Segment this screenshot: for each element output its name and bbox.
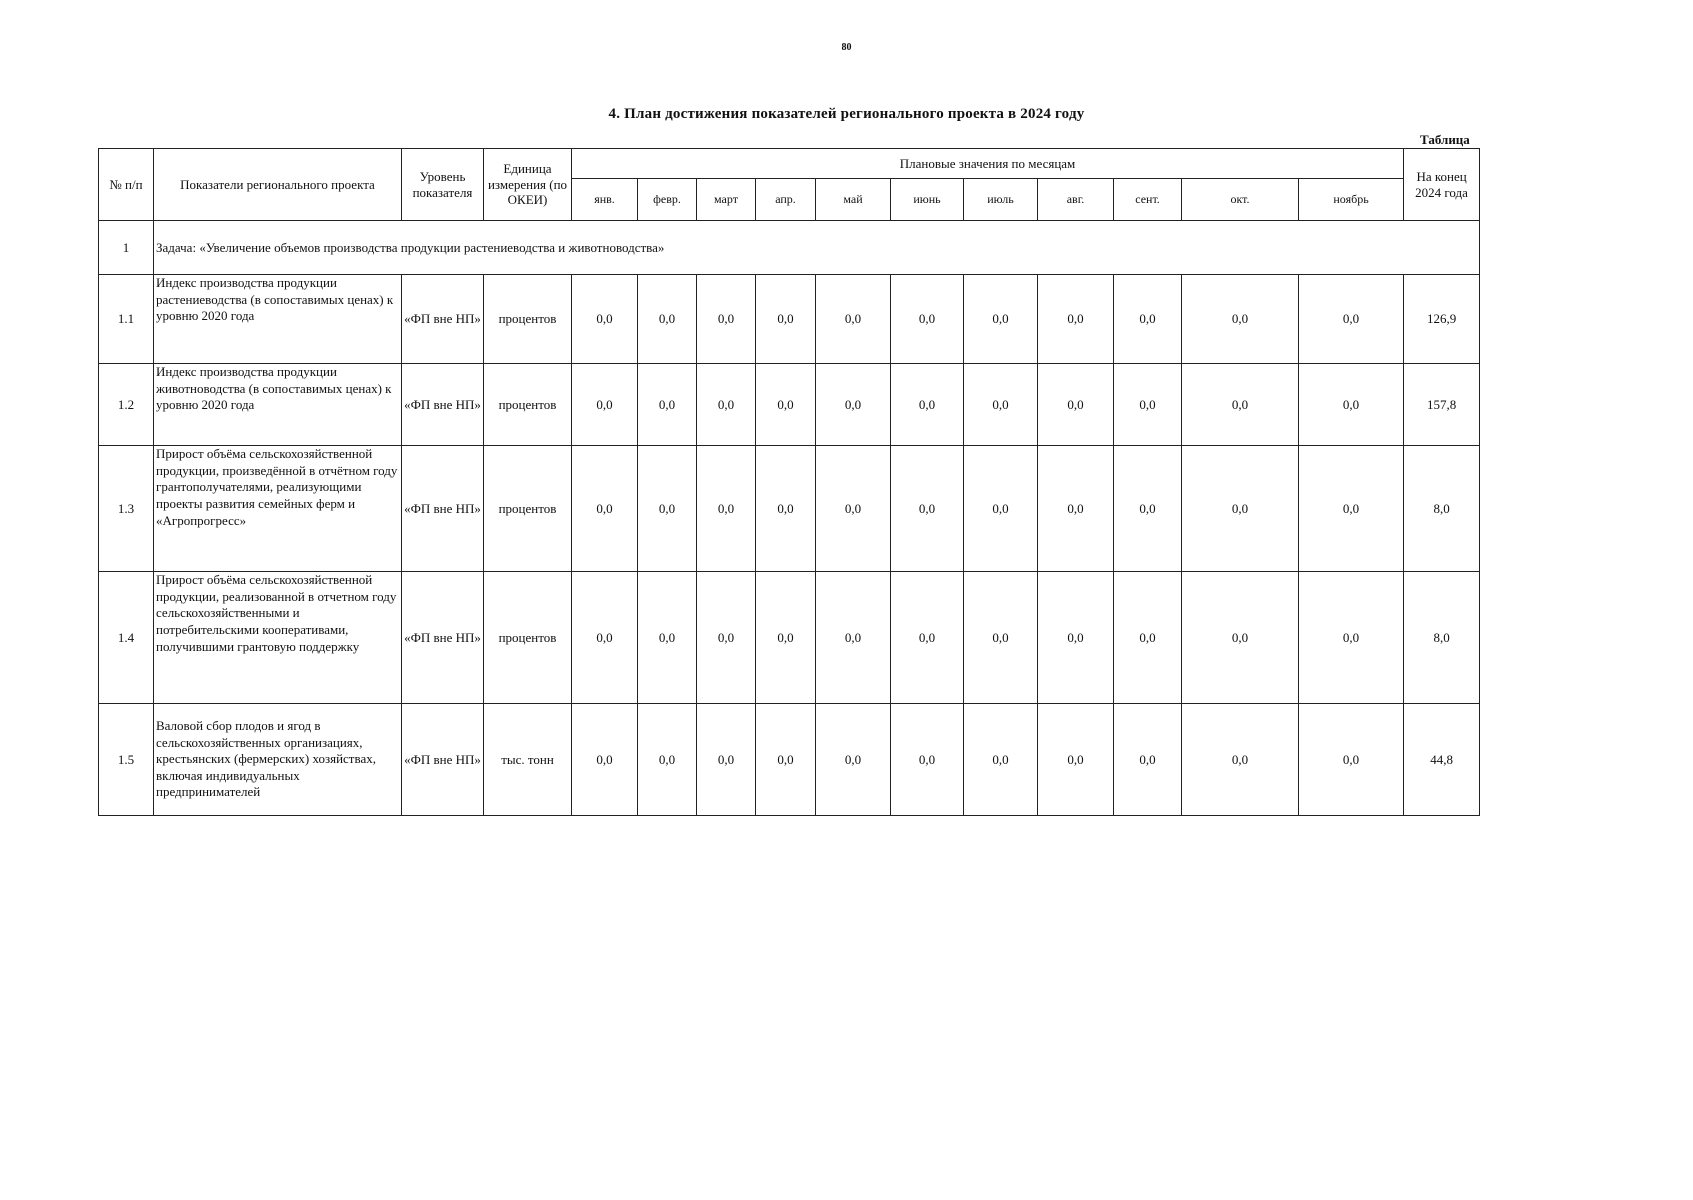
indicators-plan-table: [98, 148, 1480, 816]
row-month-value: 0,0: [891, 364, 964, 446]
row-num: 1.3: [99, 446, 154, 572]
row-month-value: 0,0: [638, 275, 697, 364]
header-month: авг.: [1038, 179, 1114, 221]
row-num: 1.4: [99, 572, 154, 704]
row-level: «ФП вне НП»: [402, 572, 484, 704]
row-unit: процентов: [484, 275, 572, 364]
row-level: «ФП вне НП»: [402, 275, 484, 364]
row-level: «ФП вне НП»: [402, 446, 484, 572]
row-month-value: 0,0: [816, 446, 891, 572]
header-level: Уровень показателя: [402, 149, 484, 221]
task-text: Задача: «Увеличение объемов производства продукции растениеводства и животноводства»: [154, 221, 1480, 275]
row-indicator: Прирост объёма сельскохозяйственной продукции, произведённой в отчётном году грантополучателями, реализующими проекты развития семейных ферм и «Агропрогресс»: [154, 446, 402, 572]
header-month: ноябрь: [1299, 179, 1404, 221]
header-num: № п/п: [99, 149, 154, 221]
row-month-value: 0,0: [572, 364, 638, 446]
row-month-value: 0,0: [572, 704, 638, 816]
row-month-value: 0,0: [1182, 275, 1299, 364]
row-month-value: 0,0: [572, 572, 638, 704]
row-month-value: 0,0: [1299, 704, 1404, 816]
row-month-value: 0,0: [964, 275, 1038, 364]
header-month: сент.: [1114, 179, 1182, 221]
row-month-value: 0,0: [697, 364, 756, 446]
row-month-value: 0,0: [756, 572, 816, 704]
header-month: окт.: [1182, 179, 1299, 221]
header-month: янв.: [572, 179, 638, 221]
row-month-value: 0,0: [1038, 572, 1114, 704]
row-month-value: 0,0: [1182, 704, 1299, 816]
row-month-value: 0,0: [1038, 275, 1114, 364]
row-month-value: 0,0: [697, 275, 756, 364]
row-month-value: 0,0: [891, 572, 964, 704]
row-month-value: 0,0: [964, 446, 1038, 572]
row-unit: процентов: [484, 446, 572, 572]
header-month: апр.: [756, 179, 816, 221]
row-month-value: 0,0: [697, 704, 756, 816]
row-month-value: 0,0: [1038, 704, 1114, 816]
row-month-value: 0,0: [816, 364, 891, 446]
row-month-value: 0,0: [816, 275, 891, 364]
header-month: июль: [964, 179, 1038, 221]
row-month-value: 0,0: [1114, 572, 1182, 704]
page-number: 80: [841, 42, 852, 53]
table-row: [99, 704, 1480, 816]
row-end-value: 126,9: [1404, 275, 1480, 364]
header-month: март: [697, 179, 756, 221]
row-unit: процентов: [484, 364, 572, 446]
row-month-value: 0,0: [638, 572, 697, 704]
row-month-value: 0,0: [572, 275, 638, 364]
row-month-value: 0,0: [1114, 704, 1182, 816]
row-num: 1.5: [99, 704, 154, 816]
row-month-value: 0,0: [964, 364, 1038, 446]
table-caption: Таблица: [1420, 132, 1470, 147]
row-num: 1.1: [99, 275, 154, 364]
row-month-value: 0,0: [756, 275, 816, 364]
row-month-value: 0,0: [1182, 364, 1299, 446]
row-month-value: 0,0: [891, 275, 964, 364]
header-month: май: [816, 179, 891, 221]
row-month-value: 0,0: [1114, 364, 1182, 446]
header-unit: Единица измерения (по ОКЕИ): [484, 149, 572, 221]
row-end-value: 8,0: [1404, 572, 1480, 704]
row-indicator: Индекс производства продукции животноводства (в сопоставимых ценах) к уровню 2020 года: [154, 364, 402, 446]
row-month-value: 0,0: [891, 704, 964, 816]
header-plan-by-months: Плановые значения по месяцам: [572, 149, 1404, 179]
row-unit: тыс. тонн: [484, 704, 572, 816]
row-month-value: 0,0: [697, 572, 756, 704]
row-month-value: 0,0: [964, 704, 1038, 816]
header-month: июнь: [891, 179, 964, 221]
row-month-value: 0,0: [697, 446, 756, 572]
row-end-value: 8,0: [1404, 446, 1480, 572]
row-level: «ФП вне НП»: [402, 364, 484, 446]
row-month-value: 0,0: [1299, 275, 1404, 364]
row-indicator: Прирост объёма сельскохозяйственной продукции, реализованной в отчетном году сельскохозяйственными и потребительскими кооперативами, получившими грантовую поддержку: [154, 572, 402, 704]
row-unit: процентов: [484, 572, 572, 704]
row-month-value: 0,0: [816, 704, 891, 816]
table-row: [99, 572, 1480, 704]
table-row: [99, 446, 1480, 572]
row-month-value: 0,0: [1038, 364, 1114, 446]
row-month-value: 0,0: [572, 446, 638, 572]
row-month-value: 0,0: [1182, 572, 1299, 704]
row-end-value: 44,8: [1404, 704, 1480, 816]
row-month-value: 0,0: [638, 446, 697, 572]
row-month-value: 0,0: [638, 704, 697, 816]
row-month-value: 0,0: [1114, 275, 1182, 364]
row-end-value: 157,8: [1404, 364, 1480, 446]
row-month-value: 0,0: [756, 446, 816, 572]
row-month-value: 0,0: [1299, 364, 1404, 446]
document-title: 4. План достижения показателей регионального проекта в 2024 году: [608, 106, 1085, 122]
table-row: [99, 275, 1480, 364]
row-level: «ФП вне НП»: [402, 704, 484, 816]
row-month-value: 0,0: [964, 572, 1038, 704]
row-month-value: 0,0: [816, 572, 891, 704]
row-month-value: 0,0: [1038, 446, 1114, 572]
row-month-value: 0,0: [891, 446, 964, 572]
row-month-value: 0,0: [1299, 446, 1404, 572]
row-month-value: 0,0: [638, 364, 697, 446]
row-indicator: Валовой сбор плодов и ягод в сельскохозяйственных организациях, крестьянских (фермерских) хозяйствах, включая индивидуальных предпринимателей: [154, 704, 402, 816]
task-row: [99, 221, 1480, 275]
row-month-value: 0,0: [1182, 446, 1299, 572]
row-num: 1.2: [99, 364, 154, 446]
row-indicator: Индекс производства продукции растениеводства (в сопоставимых ценах) к уровню 2020 года: [154, 275, 402, 364]
row-month-value: 0,0: [1114, 446, 1182, 572]
task-num: 1: [99, 221, 154, 275]
row-month-value: 0,0: [756, 704, 816, 816]
row-month-value: 0,0: [756, 364, 816, 446]
table-row: [99, 364, 1480, 446]
row-month-value: 0,0: [1299, 572, 1404, 704]
header-month: февр.: [638, 179, 697, 221]
header-end-of-year: На конец 2024 года: [1404, 149, 1480, 221]
header-indicator: Показатели регионального проекта: [154, 149, 402, 221]
